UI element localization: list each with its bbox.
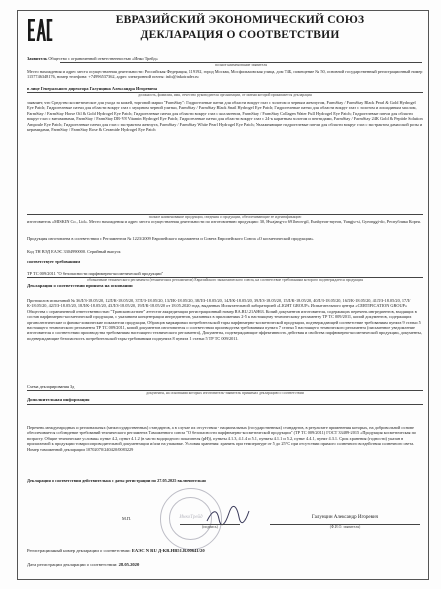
applicant-label: Заявитель [27, 56, 48, 61]
tr-caption: обозначение технического регламента (технических регламентов) Евразийского экономического союза, на соответствие требованиям которого подтверждается продукция [87, 278, 363, 282]
applicant-block [27, 56, 423, 61]
registration-date-value: 28.05.2020 [118, 562, 140, 567]
manufacturer-info: изготовитель «MISKIN Co., Ltd». Место нахождения и адрес места осуществления деятельности по изготовлению продукции: 30, Hwajang-ro 691beon-gil, Eunbyeon-myeon, Yangju-si, Gyeonggi-do, Республика Корея. [27, 219, 421, 224]
product-caption: полное наименование продукции, сведения о продукции, обеспечивающие ее идентификацию [148, 215, 302, 219]
regulation-info: Продукция изготовлена в соответствии с Регламентом № 1223/2009 Европейского парламента и Совета Европейского Союза «О косметической продукции». [27, 236, 315, 241]
scheme-caption: документы, на основании которых изготовитель-заявитель принимал декларацию о соответствии [146, 391, 304, 395]
seal-label: М.П. [122, 516, 132, 521]
registration-date [27, 562, 423, 567]
signer-name: Галунцин Александр Игоревич [311, 515, 379, 520]
registration-number-value: ЕАЭС N RU Д-KR.НВ51.В.00641/20 [131, 548, 205, 553]
registration-date-label: Дата регистрации декларации о соответствии: [27, 562, 118, 567]
eac-logo [27, 17, 53, 43]
registration-number [27, 548, 423, 553]
applicant-head: в лице Генерального директора Галунцина Александра Игоревича [27, 86, 158, 91]
signer-caption: (Ф.И.О. заявителя) [329, 525, 361, 529]
signature-caption: (подпись) [202, 525, 218, 529]
eac-mark-icon [27, 17, 53, 43]
basis-text: Протоколов испытаний № 36Л/З-18.05/20, 12Л/К-18.05/20, 37Л/З-18.05/20, 13Л/К-18.05/20, 38Л/З-18.05/20, 14Л/К-18.05/20, 39Л/З-18.05/20, 15Л/К-18.05/20, 40Л/З-18.05/20, 16Л/К-18.05/20, 41Л/З-18.05/20, 17Л/К-18.05/20, 42Л/З-18.05/20, 18Л/К-18.05/20, 43Л/З-18.05/20, 19Л/К-18.05/20 от 18.05.2020 года, выданных Испытательной лабораторией «LIGHT GROUP» Испытательного центра «CERTIFICATION GROUP» Общества с ограниченной ответственностью "Трансконсалтинг" аттестат аккредитации регистрационный номер RA.RU.21АН63. Копий документов изготовителя, содержащих перечень ингредиентов, входящих в состав парфюмерно-косметической продукции, с указанием концентрации ингредиентов, указанных в приложениях 2-5 к настоящему техническому регламенту ТР ТС 009/2011, копий документов, содержащих органолептические и физико-химические показатели продукции, Образцов маркировки потребительской тары парфюмерно-косметической продукции, подтверждающей соответствие требованиям пункта 9 статьи 5 настоящего технического регламента ТР ТС 009/2011, копий документов изготовителя о соответствии производства требованиям пункта 7 статьи 5 настоящего технического регламента (письменное уведомление изготовителя о соответствии производства требованиям настоящего технического регламента), Документы, подтверждающие эффективность действия и свойства парфюмерно-косметической продукции, документы, подтверждающие безопасность потребительской тары требованиям подпункта 8 пункта 1 статьи 5 ТР ТС 009/2011. [27, 298, 422, 341]
registration-number-label: Регистрационный номер декларации о соответствии: [27, 548, 131, 553]
tnved-code: Код ТН ВЭД ЕАЭС 3304990000. Серийный выпуск [27, 249, 121, 254]
applicant-value: Общество с ограниченной ответственностью «Инко Трейд» [48, 56, 158, 61]
applicant-caption: полное наименование заявителя [214, 63, 268, 67]
stamp-text: ИнкоТрейд [179, 515, 203, 520]
validity: Декларация о соответствии действительна с даты регистрации по 27.05.2025 включительно [27, 478, 207, 483]
extra-text: Перечень международных и региональных (межгосударственных) стандартов, а в случае их отсутствия - национальных (государственных) стандартов, в результате применения которых, на добровольной основе обеспечивается соблюдение требований технического регламента Таможенного союза "О безопасности парфюмерно-косметической продукции" (ТР ТС 009/2011) ГОСТ 33489-2015 «Продукция косметическая по возрасту. Общие технические условия» пункт 4.2, пункт 4.1.2 (в части водородного показателя (рН)), пункты 4.1.3, 4.1.4 и 5.1, пункты 4.1.1 и 5.2, пункт 4.4.1, пункт 4.3.1. Срок хранения (годности) указан в прилагаемой к продукции товаросопроводительной документации и/или на упаковке. Условия хранения: хранить при температуре от 5 до 25°С при отсутствии прямого солнечного воздействия солнечного света. Номер таможенной декларации 10702070/240420/0083229 [27, 425, 417, 452]
head-caption: должность, фамилия, имя, отчество руководителя организации, от имени которой принимается декларация [138, 93, 312, 97]
extra-heading: Дополнительная информация [27, 397, 90, 402]
applicant-address: Место нахождения и адрес места осуществления деятельности: Российская Федерация, 119192, город Москва, Мосфильмовская улица, дом 74Б, помещение № 50, основной государственный регистрационный номер 1157746348176, номер телефона: +74996537362, адрес электронной почты: info@inkotrader.ru [27, 69, 423, 80]
extra-heading-underline [27, 404, 423, 405]
technical-regulation: ТР ТС 009/2011 "О безопасности парфюмерно-косметической продукции" [27, 271, 164, 276]
scheme: Схема декларирования 3д [27, 384, 75, 389]
conforms-label: соответствует требованиям [27, 259, 81, 264]
document-title-declaration: ДЕКЛАРАЦИЯ О СООТВЕТСТВИИ [140, 29, 340, 41]
product-description: заявляет, что Средство косметическое для ухода за кожей, торговой марки "FarmStay": Гидрогелевые патчи для области вокруг глаз с золотом и черным жемчугом, FarmStay / FarmStay Black Pearl & Gold Hydrogel Eye Patch; Гидрогелевые патчи для области вокруг глаз с муцином черной улитки, FarmStay / FarmStay Black Snail Hydrogel Eye Patch; Гидрогелевые патчи для области вокруг глаз с золотом и лошадиным маслом, FarmStay / FarmStay Horse Oil & Gold Hydrogel Eye Patch; Гидрогелевые патчи для области вокруг глаз с коллагеном, FarmStay / FarmStay Collagen Water Full Hydrogel Eye Patch; Гидрогелевые патчи для области вокруг глаз с витаминами, FarmStay / FarmStay DR-V8 Vitamin Hydrogel Eye Patch; Гидрогелевые патчи для области вокруг глаз с 24-к каратным золотом и пептидами, FarmStay / FarmStay 24K Gold & Peptide Solution Ampoule Eye Patch; Гидрогелевые патчи для глаз с экстрактом жемчуга, FarmStay / FarmStay White Pearl Hydrogel Eye Patch; Увлажняющие гидрогелевые патчи для области вокруг глаз с экстрактом дамасской розы и керамидами, FarmStay / FarmStay Rose & Ceramide Hydrogel Eye Patch [27, 100, 423, 133]
basis-heading: Декларация о соответствии принята на основании [27, 283, 133, 288]
document-title-union: ЕВРАЗИЙСКИЙ ЭКОНОМИЧЕСКИЙ СОЮЗ [115, 14, 365, 26]
